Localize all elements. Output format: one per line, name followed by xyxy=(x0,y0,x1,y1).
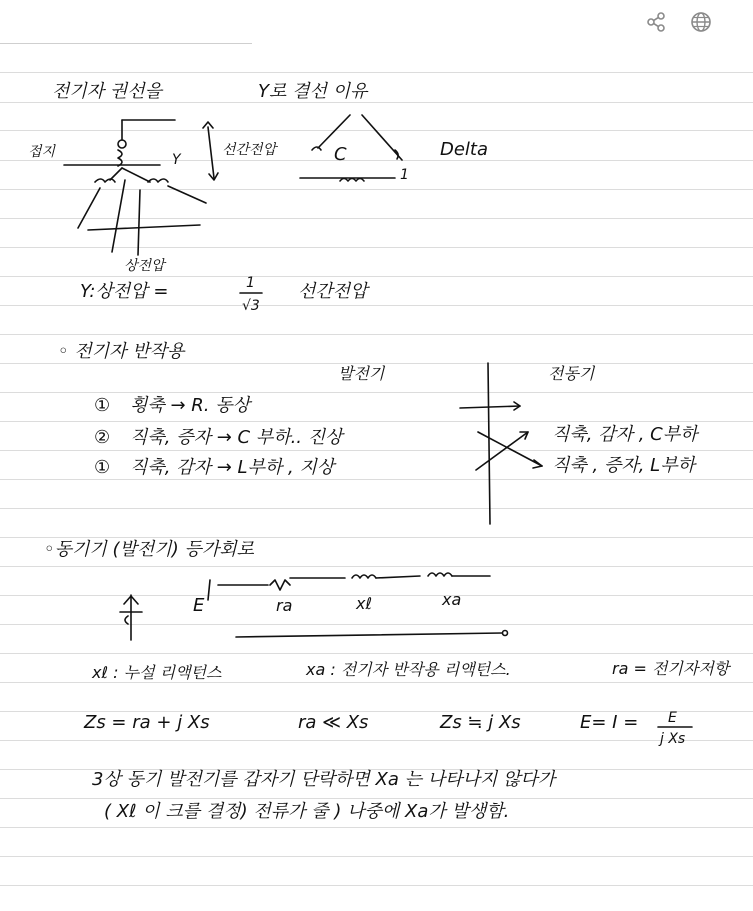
circuit-ra-label: ra xyxy=(276,596,293,615)
def-leakage-reactance: xℓ : 누설 리액턴스 xyxy=(92,663,222,682)
def-armature-resistance: ra = 전기자저항 xyxy=(612,659,730,678)
column-generator: 발전기 xyxy=(338,364,385,383)
motor-row-2-text: 직축, 감자 , C부하 xyxy=(552,424,698,445)
label-c: C xyxy=(334,144,347,165)
def-armature-reactance: xa : 전기자 반작용 리액턴스. xyxy=(306,660,511,679)
y-connection-sketch xyxy=(64,120,218,255)
label-phase-voltage: 상전압 xyxy=(124,258,165,274)
label-y: Y xyxy=(172,152,181,168)
armature-cross-diagram xyxy=(460,363,542,524)
row-3-number: ① xyxy=(94,457,111,478)
heading-y-reason: Y로 결선 이유 xyxy=(258,81,368,102)
formula-frac-denominator: √3 xyxy=(242,298,260,314)
row-2-text: 직축, 증자 → C 부하.. 진상 xyxy=(130,427,343,448)
formula-frac-numerator: 1 xyxy=(246,275,255,291)
row-1-number: ① xyxy=(94,395,111,416)
formula-y-lhs: Y:상전압 = xyxy=(80,281,169,302)
eq-current-denominator: j Xs xyxy=(660,731,686,747)
label-one: 1 xyxy=(400,167,409,183)
motor-row-3-text: 직축 , 증자, L부하 xyxy=(552,455,695,476)
eq-zs: Zs = ra + j Xs xyxy=(84,712,210,733)
eq-ra-much-less: ra ≪ Xs xyxy=(298,712,369,733)
label-ground: 접지 xyxy=(28,144,56,160)
circuit-e-label: E xyxy=(193,595,205,616)
heading-sync-equivalent: ◦동기기 (발전기) 등가회로 xyxy=(44,539,254,560)
label-line-voltage: 선간전압 xyxy=(222,142,277,158)
row-1-text: 횡축 → R. 동상 xyxy=(130,395,251,416)
formula-rhs: 선간전압 xyxy=(298,281,368,302)
paragraph-line-2: ( Xℓ 이 크를 결정) 전류가 줄 ) 나중에 Xa가 발생함. xyxy=(104,801,510,822)
circuit-xl-label: xℓ xyxy=(356,594,373,613)
row-2-number: ② xyxy=(94,427,111,448)
circuit-xa-label: xa xyxy=(442,590,462,609)
eq-zs-approx: Zs ≒ j Xs xyxy=(440,712,521,733)
eq-current-lhs: E= I = xyxy=(580,712,639,733)
column-motor: 전동기 xyxy=(548,364,595,383)
heading-armature-winding: 전기자 권선을 xyxy=(52,81,163,102)
heading-armature-reaction: ◦ 전기자 반작용 xyxy=(58,341,185,362)
label-delta: Delta xyxy=(440,139,489,160)
paragraph-line-1: 3상 동기 발전기를 갑자기 단락하면 Xa 는 나타나지 않다가 xyxy=(92,769,556,790)
eq-current-numerator: E xyxy=(668,710,677,726)
delta-sketch xyxy=(300,115,402,181)
row-3-text: 직축, 감자 → L부하 , 지상 xyxy=(130,457,335,478)
